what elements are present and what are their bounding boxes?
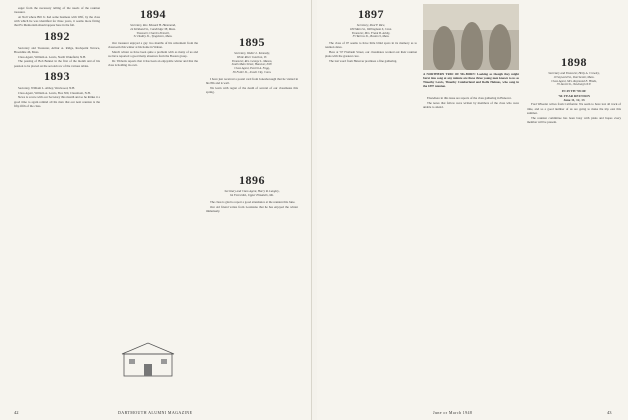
officer-line: 19 Seyward St., Dorchester, Mass. (553, 74, 595, 79)
paragraph: At Noll where Bill Jr. had some business with Wilf, by the class with which he was identified for three years, it seems more fitting that Ex Memoriam should appear here in the fall. (14, 15, 100, 28)
class-year-heading: 1892 (44, 28, 70, 43)
class-year-heading: 1894 (140, 7, 166, 21)
left-column-1 (14, 6, 100, 406)
officer-line: 35 Yarrow St., Boston 9, Mass. (352, 34, 390, 39)
paragraph: The last word from Hanover promises a fine gathering. (329, 59, 398, 64)
left-page (0, 0, 312, 420)
right-column-3 (527, 6, 621, 406)
paragraph: March winter as have been quite a problem with as many of us and we have reported a good many absences from the Boston group. (108, 50, 198, 59)
paragraph: The reunion committee has been busy with plans and hopes every member will be present. (527, 115, 621, 124)
officer-line: Treasurer, Charles Pennell, (136, 30, 170, 35)
paragraph: Fred Wheeler writes from California: We seem to have lost all track of time, and so a good number of us are going to make the trip east this summer. (527, 102, 621, 115)
class-officers (325, 24, 417, 39)
paragraph: I have just received a postal card from Jonesborough that he visited in his 80s and is well. (206, 76, 298, 85)
class-officers (206, 52, 298, 75)
reunion-photo (423, 4, 519, 70)
officer-line: Class Agent, Everett A. Fogg, (234, 66, 270, 71)
officer-line: Class Agent, Mrs. Raymond E. Hinds, (551, 78, 597, 83)
class-year-heading: 1893 (44, 68, 70, 83)
person-figure (461, 22, 483, 70)
officer-line: Treasurer, Mrs. Frank B. Ashby, (351, 30, 391, 35)
officer-line: 51 Dudley St., Tyngsboro, Mass. (133, 34, 173, 39)
right-column-2 (423, 96, 519, 396)
paragraph: The notes that follow were written by members of the class who were unable to attend. (423, 100, 519, 109)
issue-footer: June or March 1948 (433, 410, 473, 415)
paragraph: Class Agent, William A. Lewis, Box 300, Claremont, N.H. (18, 90, 91, 95)
paragraph: Our old friend writes from Louisiana that he has enjoyed the winter immensely. (206, 204, 298, 213)
officer-line: 36 Fuller St., Jewett City, Conn. (232, 69, 272, 74)
class-year-heading: 1898 (561, 55, 587, 69)
paragraph: The class of 97 seems to have little blind spots in its memory as to reunion dates. (325, 41, 417, 50)
right-page (317, 0, 628, 420)
paragraph: Here at '97 Flatbush Street, our classmates worked out their reunion plans with the greatest care. (325, 50, 417, 59)
class-year-heading: 1896 (239, 173, 265, 188)
building-sketch-illustration (118, 340, 178, 380)
paragraph: Elsewhere in this issue are reports of the class gathering in Hanover. (427, 96, 512, 100)
officer-line: 180 Main St., Wellingham 6, Conn. (349, 26, 393, 31)
officer-line: 35 Alcott St., Newburgh N.Y. (556, 82, 592, 87)
paragraph: The class is glad to report a good attendance at the reunion this June. (210, 199, 296, 204)
officer-line: South Main Street, Hanover, N.H. (231, 62, 273, 67)
class-year-heading: 1895 (239, 35, 265, 49)
officer-line: Secretary and Class Agent, Harry R. Langley, (224, 189, 280, 194)
officer-line: Treasurer, Rev. George L. Mason, (231, 58, 273, 63)
person-figure (433, 26, 455, 70)
class-officers (108, 24, 198, 39)
officer-line: Secretary, Rev. Edward H. Hammond, (130, 23, 176, 27)
paragraph: Secretary, William L. Abbey, Westwood, N.H. (18, 85, 76, 90)
officer-line: Secretary, Walter L. Kennedy, (234, 51, 270, 55)
class-officers (527, 72, 621, 87)
officer-line: 64 Forest Rd., Upper Elizabeth, Me. (230, 192, 274, 197)
class-year-heading: 1897 (358, 7, 384, 21)
page-number: 42 (14, 410, 19, 415)
right-column-1 (325, 6, 417, 406)
page-number: 43 (607, 410, 612, 415)
paragraph: Secretary and Treasurer, Arthur A. Ridge, Rockpoint Terrace, Brookline 46, Mass. (14, 45, 100, 54)
paragraph: Our treasurer enjoyed a gay two months of his retirement from the classroom this winter at his home in Waban. (108, 41, 198, 50)
officer-line: Secretary and Treasurer, Hetty A. Crowley, (548, 71, 600, 75)
officer-line: Secretary, Paul F. Rice, (356, 23, 386, 27)
left-column-3 (206, 6, 298, 406)
person-figure (489, 24, 511, 70)
reunion-notice (527, 89, 621, 102)
paragraph: Dr. Tibbetts reports that it has been an enjoyable winter and that the class is holding its own. (108, 59, 198, 68)
officer-line: 24 Kirkland St., Cambridge 38, Mass. (130, 26, 176, 31)
paragraph: The passing of Bob Bennet in the first of the month and of his passion to be placed on the second row of the various tables. (14, 59, 100, 68)
paragraph: eager from the necessary telling of the needs of the reunion treasurer. (14, 6, 100, 15)
paragraph: We learn with regret of the death of several of our classmates this spring. (206, 85, 298, 94)
notice-line: IN 49 TH '98 OF (561, 89, 587, 94)
officer-line: White River Junction, Vt. (236, 54, 268, 59)
paragraph: Class Agent, William A. Lewis, North Wakefield, N.H. (18, 54, 86, 59)
class-officers (206, 190, 298, 198)
notice-line: '50-YEAR REUNION (558, 93, 590, 98)
photo-caption: A NORTHERN TRIO OF 90s-BORN: Looking as though they might burst into song at any minute are these three young men known to us as Timothy Lewis, Timothy Cumberland and Rolfe Holmes, who sang in the 1897 reunion. (423, 72, 519, 88)
magazine-footer: DARTMOUTH ALUMNI MAGAZINE (118, 410, 193, 415)
paragraph: News is scarce with our Secretary this month and so he thinks it a good time to again remind all his men that our next reunion is the fifty-fifth of the class. (14, 95, 100, 108)
notice-line: June 11, 12, 13 (563, 98, 585, 102)
